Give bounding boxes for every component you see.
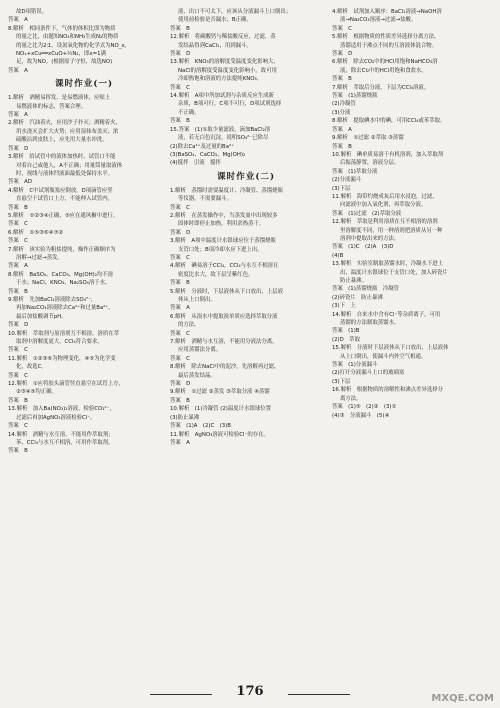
text-line: 11.解析 AgNO₃溶液可检验Cl⁻的存在。 xyxy=(170,431,269,438)
answer-line: 答案 (1)A (2)C (3)B xyxy=(170,423,232,430)
answer-line: 答案 C xyxy=(332,25,352,32)
text-line: 出，温度计水银球位于支管口处，加入碎瓷片 xyxy=(340,269,448,276)
text-line: 2.解析 在蒸发操作中，当蒸发皿中出现较多 xyxy=(170,212,278,219)
text-line: (2)D 萃取 xyxy=(332,336,360,343)
text-line: 最后加盐酸调节pH。 xyxy=(16,313,67,320)
text-line: 从上口倒出，使漏斗内外空气相通。 xyxy=(340,353,427,360)
answer-line: 答案 (1)C (2)A (3)D xyxy=(332,244,394,251)
text-line: 的量之比为2∶1，设氮氧化物的化学式为NO_x， xyxy=(16,42,131,49)
text-line: 液，若无白色沉淀，说明SO₄²⁻已除尽 xyxy=(178,135,269,142)
answer-line: 答案 B xyxy=(170,25,190,32)
text-line: 里溶解度不同，用一种溶剂把溶质从另一种 xyxy=(340,227,443,234)
text-line: 3.解析 A项中温度计水银球应位于蒸馏烧瓶 xyxy=(170,238,276,245)
text-line: 9.解析 ①过滤 ②萃取 ③蒸馏 xyxy=(332,135,404,142)
text-line: 14.解析 酒精与水互溶，不能用作萃取剂； xyxy=(8,431,114,438)
watermark: MXQE.COM xyxy=(431,693,494,704)
text-line: 8.解析 除去NaCl中的泥沙，先溶解再过滤， xyxy=(170,364,280,371)
text-line: 液，除去Cl₂中的HCl用饱和食盐水。 xyxy=(340,67,427,74)
text-line: NOₓ+xCu══xCuO+½N₂，即x=1满 xyxy=(16,51,106,58)
answer-line: 答案 AD xyxy=(8,179,33,186)
text-line: 9.解析 先加BaCl₂溶液除去SO₄²⁻， xyxy=(8,297,97,303)
text-line: 再加Na₂CO₃溶液除去Ca²⁺和过量Ba²⁺， xyxy=(16,305,114,312)
answer-line: 答案 C xyxy=(170,84,190,91)
left-column xyxy=(8,8,160,673)
text-line: 6.解析 从溴水中提取溴单质应选择萃取分液 xyxy=(170,313,278,320)
text-line: 向滤液中加入氧化剂，再萃取分液。 xyxy=(340,202,427,209)
answer-line: 答案 (1)蒸馏烧瓶 冷凝管 xyxy=(332,286,399,293)
text-line: (3)BaSO₄、CaCO₃、Mg(OH)₂ xyxy=(170,151,246,158)
text-line: 液，出口不可太下，应该从分液漏斗上口倒出； xyxy=(178,9,292,15)
text-line: 对着自己或他人，A不正确；用量筒量取液体 xyxy=(16,162,123,169)
text-line: 溶剂中提取出来的方法。 xyxy=(340,235,400,242)
answer-line: 答案 A xyxy=(8,263,28,270)
text-line: 杂质，B项可行，C项不可行，D项试剂选择 xyxy=(178,101,282,108)
text-line: 7.解析 酒精与水互溶，不能用分液法分离， xyxy=(170,339,278,346)
text-line: 8.解析 提取碘水中的碘，可用CCl₄或苯萃取。 xyxy=(332,118,446,125)
text-line: 离方法。 xyxy=(340,395,362,402)
text-line: 最后蒸发结晶。 xyxy=(178,372,216,379)
text-line: 7.解析 萃取后分液，下层为CCl₄溶液。 xyxy=(332,84,430,91)
text-line: (3)下层 xyxy=(332,378,351,385)
text-line: 10.解析 (1)冷凝管 (2)温度计水银球位置 xyxy=(170,406,272,413)
answer-line: 答案 (1)蒸馏烧瓶 xyxy=(332,93,378,100)
text-line: 故D项错误。 xyxy=(16,9,48,15)
text-line: 直悬空于试管口上方，不能伸入试管内。 xyxy=(16,196,114,203)
text-line: 蒸馏的方法制取蒸馏水。 xyxy=(340,320,400,327)
answer-line: 答案 C xyxy=(8,238,28,245)
text-line: 13.解析 实验室制取蒸馏水时，冷凝水下进上 xyxy=(332,261,443,268)
answer-line: 答案 B xyxy=(8,288,28,295)
text-line: 冷却热饱和溶液的方法提纯KNO₃。 xyxy=(178,76,263,83)
text-line: 苯、CCl₄与水互不相溶，可用作萃取剂。 xyxy=(16,439,114,446)
answer-line: 答案 A xyxy=(170,305,190,312)
text-line: 取剂中溶解度更大，CCl₄符合要求。 xyxy=(16,339,103,346)
text-line: 密度比水大，故下层呈紫红色。 xyxy=(178,271,254,278)
answer-line: 答案 B xyxy=(170,118,190,125)
text-line: 6.解析 ①⑤③⑥④⑦② xyxy=(8,229,64,236)
text-line: 足，故为NO。(根据原子守恒，故选NO) xyxy=(16,59,113,66)
text-line: 14.解析 自来水中含有Cl⁻等杂质离子，可用 xyxy=(332,311,441,318)
text-line: 2.解析 汽油着火，应用沙子扑灭；酒精着火， xyxy=(8,120,121,127)
text-line: (4)③ 分液漏斗 (5)④ xyxy=(332,412,390,419)
text-line: 硫酸沾到皮肤上，应先用大量水冲洗。 xyxy=(16,137,108,144)
text-line: 15.答案 (1)①取少量滤液，滴加BaCl₂溶 xyxy=(170,126,271,133)
text-line: (4)搅拌 引流 搅拌 xyxy=(170,160,221,167)
text-line: 9.解析 ①过滤 ②蒸发 ③萃取分液 ④蒸馏 xyxy=(170,389,270,396)
text-line: 12.解析 ①应将胶头滴管竖直悬空在试管上方， xyxy=(8,381,124,388)
answer-line: 答案 A xyxy=(170,439,190,446)
answer-line: 答案 C xyxy=(8,423,28,430)
answer-line: 答案 B xyxy=(170,280,190,287)
text-line: 于水；NaCl、KNO₃、Na₂SO₄溶于水。 xyxy=(16,280,111,287)
text-line: 13.解析 加入Ba(NO₃)₂溶液，检验CO₃²⁻， xyxy=(8,406,115,413)
text-line: 4.解析 碘易溶于CCl₄，CCl₄与水互不相溶且 xyxy=(170,263,279,270)
text-line: (3)下层 xyxy=(332,185,351,192)
text-line: 15.解析 分液时下层液体从下口放出，上层液体 xyxy=(332,345,449,352)
text-line: 发结晶得到CaCl₂，用到漏斗。 xyxy=(178,42,252,49)
text-line: 蒸馏适用于沸点不同的互溶液体混合物。 xyxy=(340,42,438,49)
text-line: (2)碎瓷片 防止暴沸 xyxy=(332,294,383,301)
text-line: 化，故选C。 xyxy=(16,364,47,371)
text-line: 3.解析 给试管中的液体加热时，试管口不能 xyxy=(8,154,116,161)
answer-line: 答案 C xyxy=(8,347,28,354)
answer-line: 答案 B xyxy=(8,204,28,211)
text-line: 10.解析 碘单质易溶于有机溶剂，加入萃取剂 xyxy=(332,151,443,158)
text-line: (3)下 上 xyxy=(332,303,356,310)
answer-line: 答案 C xyxy=(8,221,28,228)
text-line: 7.解析 该实验为粗盐提纯，操作正确顺序为 xyxy=(8,246,116,253)
text-line: 溶解→过滤→蒸发。 xyxy=(16,254,63,261)
text-line: 后振荡静置，溶液分层。 xyxy=(340,160,400,167)
answer-line: 答案 A xyxy=(8,112,28,119)
text-line: 5.解析 根据物质的性质差异选择分离方法， xyxy=(332,34,440,41)
answer-line: 答案 (1)B xyxy=(332,328,360,335)
right-column xyxy=(332,8,492,673)
page-number: 176 xyxy=(236,684,264,699)
answer-line: 答案 B xyxy=(8,397,28,404)
answer-line: 答案 C xyxy=(170,204,190,211)
answer-line: 答案 C xyxy=(170,254,190,261)
text-line: 4.解析 C中试剂瓶塞应倒放，D项滴管应竖 xyxy=(8,187,113,194)
answer-line: 答案 B xyxy=(8,448,28,455)
answer-line: 答案 (1)萃取分液 xyxy=(332,168,378,175)
text-line: 8.解析 相同条件下，气体的体积比即为物质 xyxy=(8,25,116,32)
answer-line: 答案 D xyxy=(8,145,29,152)
text-line: 13.解析 KNO₃的溶解度受温度变化影响大， xyxy=(170,59,279,66)
text-line: (2)除去Ca²⁺及过量的Ba²⁺ xyxy=(170,143,235,150)
text-line: (3)分液 xyxy=(332,109,351,116)
text-line: 的量之比，由题知NO₂和NH₃生成N₂的物质 xyxy=(16,34,119,41)
text-line: 支管口处；B项冷却水应下进上出。 xyxy=(178,246,263,253)
answer-line: 答案 (1)⑤ (2)② (3)① xyxy=(332,404,397,411)
text-line: 11.解析 海带灼烧成灰后用水浸泡，过滤， xyxy=(332,193,438,200)
text-line: 用水浇灭会扩大火势；应用湿抹布盖灭；浓 xyxy=(16,128,119,135)
text-line: (2)分液漏斗 xyxy=(332,177,362,184)
text-line: 14.解析 A项中所加试剂与杂质反应生成新 xyxy=(170,93,274,100)
text-line: (3)防止暴沸 xyxy=(170,414,200,421)
middle-column xyxy=(170,8,322,673)
answer-line: 答案 D xyxy=(170,229,191,236)
text-line: NaCl的溶解度受温度变化影响小，故可用 xyxy=(178,67,277,74)
answer-line: 答案 C xyxy=(170,355,190,362)
answer-line: 答案 C xyxy=(8,372,28,379)
text-line: 不正确。 xyxy=(178,109,200,116)
text-line: 11.解析 ①②③⑥为物理变化，④⑤为化学变 xyxy=(8,355,116,362)
text-line: 的方法。 xyxy=(178,322,200,329)
section-heading: 课时作业(一) xyxy=(54,79,114,90)
text-line: 时，视线与液体凹液面最低处保持水平。 xyxy=(16,170,114,177)
text-line: (4)B xyxy=(332,252,344,259)
answer-line: 答案 A xyxy=(8,67,28,74)
answer-line: 答案 D xyxy=(8,322,29,329)
text-line: 8.解析 BaSO₄、CaCO₃、Mg(OH)₂均不溶 xyxy=(8,271,114,278)
answer-line: 答案 (1)过滤 (2)萃取分液 xyxy=(332,210,402,217)
text-line: 5.解析 ①②③④正确，⑤应在通风橱中进行。 xyxy=(8,212,119,219)
text-line: 液→Na₂CO₃溶液→过滤→盐酸。 xyxy=(340,17,417,24)
answer-line: 答案 D xyxy=(332,51,353,58)
answer-line: 答案 B xyxy=(332,143,352,150)
text-line: (2)打开分液漏斗上口的玻璃塞 xyxy=(332,370,405,377)
answer-line: 答案 B xyxy=(332,76,352,83)
answer-line: 答案 (1)分液漏斗 xyxy=(332,362,378,369)
answer-line: 答案 D xyxy=(170,51,191,58)
footer-rule-right xyxy=(288,694,350,695)
answer-line: 答案 B xyxy=(170,397,190,404)
text-line: 4.解析 试剂加入顺序：BaCl₂溶液→NaOH溶 xyxy=(332,9,442,15)
text-line: 10.解析 萃取剂与原溶剂互不相溶，溶质在萃 xyxy=(8,330,119,337)
answer-line: 答案 A xyxy=(332,126,352,133)
text-line: 5.解析 分液时，下层液体从下口放出，上层液 xyxy=(170,288,283,295)
text-line: 1.解析 酒精易挥发，是易燃液体，应贴上 xyxy=(8,95,111,102)
text-line: 易燃液体的标志，答案合理。 xyxy=(16,103,87,110)
text-line: 1.解析 蒸馏时需要温度计、冷凝管、蒸馏烧瓶 xyxy=(170,187,283,194)
text-line: 12.解析 萃取是利用溶质在互不相溶的溶剂 xyxy=(332,219,438,226)
page-number-footer xyxy=(0,684,500,704)
text-line: 6.解析 除去CO₂中的HCl用饱和NaHCO₃溶 xyxy=(332,59,438,66)
text-line: 应用蒸馏法分离。 xyxy=(178,347,222,354)
answer-line: 答案 D xyxy=(170,381,191,388)
text-line: 体从上口倒出。 xyxy=(178,297,216,303)
answer-line: 答案 C xyxy=(170,330,190,337)
text-line: 等仪器，不需要漏斗。 xyxy=(178,196,232,203)
text-line: 使用前检验是否漏水；B正确。 xyxy=(178,17,252,24)
text-line: 防止暴沸。 xyxy=(340,278,367,284)
text-line: (2)冷凝管 xyxy=(332,101,356,108)
answer-line: 答案 A xyxy=(8,17,28,24)
section-heading: 课时作业(二) xyxy=(216,171,276,182)
text-line: 过滤后再加AgNO₃溶液检验Cl⁻。 xyxy=(16,414,96,421)
text-line: 16.解析 根据物质的溶解性和沸点差异选择分 xyxy=(332,387,443,394)
text-line: 12.解析 将碳酸钙与稀盐酸反应，过滤，蒸 xyxy=(170,34,276,41)
text-line: ②③④⑤均正确。 xyxy=(16,389,57,396)
text-line: 固体时即停止加热，利用余热蒸干。 xyxy=(178,221,265,228)
